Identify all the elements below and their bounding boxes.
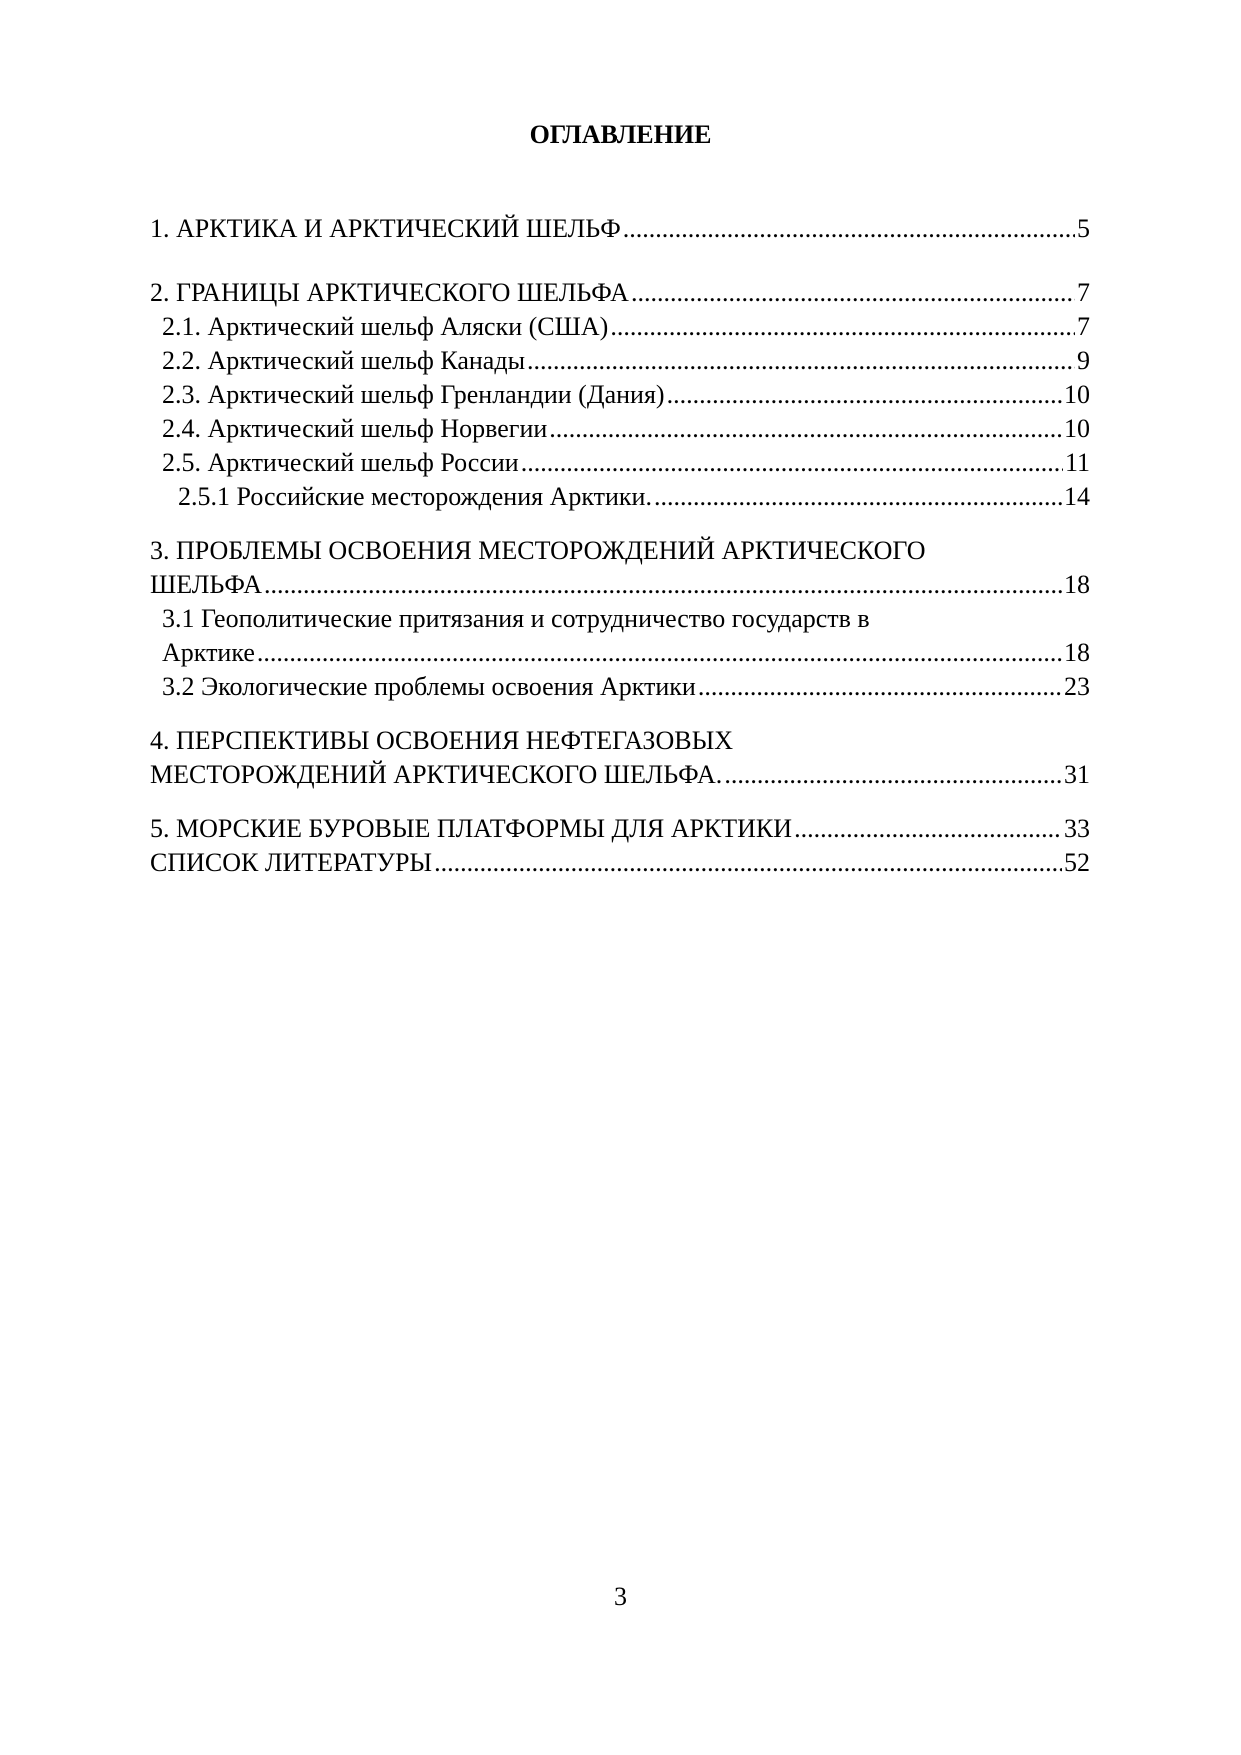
toc-entry-page: 52: [1064, 848, 1090, 877]
toc-entry-text: 2.4. Арктический шельф Норвегии: [162, 414, 548, 443]
toc-entry-3-line1: 3. ПРОБЛЕМЫ ОСВОЕНИЯ МЕСТОРОЖДЕНИЙ АРКТИЧЕСКОГО: [150, 536, 926, 565]
toc-entry-text: 2.5. Арктический шельф России: [162, 448, 519, 477]
toc-entry-page: 33: [1064, 814, 1090, 843]
leader-dots: [527, 344, 1075, 378]
page-number: 3: [614, 1582, 627, 1611]
toc-entry-text: 2. ГРАНИЦЫ АРКТИЧЕСКОГО ШЕЛЬФА: [150, 278, 629, 307]
toc-entry-text: 2.1. Арктический шельф Аляски (США): [162, 312, 609, 341]
toc-entry-text: МЕСТОРОЖДЕНИЙ АРКТИЧЕСКОГО ШЕЛЬФА.: [150, 760, 723, 789]
toc-entry-2-1: [150, 310, 1090, 344]
table-of-contents: [150, 212, 1090, 880]
toc-entry-page: 14: [1064, 482, 1090, 511]
toc-entry-3-2: [150, 670, 1090, 704]
toc-entry-3: [150, 568, 1090, 602]
toc-entry-page: 31: [1064, 760, 1090, 789]
toc-title: ОГЛАВЛЕНИЕ: [529, 120, 712, 149]
leader-dots: [794, 812, 1062, 846]
toc-entry-page: 10: [1064, 380, 1090, 409]
toc-entry-4: [150, 758, 1090, 792]
toc-entry-page: 5: [1077, 214, 1090, 243]
toc-entry-2-4: [150, 412, 1090, 446]
leader-dots: [623, 212, 1075, 246]
toc-entry-page: 7: [1077, 312, 1090, 341]
leader-dots: [610, 310, 1075, 344]
toc-entry-3-1-line1: 3.1 Геополитические притязания и сотрудничество государств в: [162, 604, 870, 633]
toc-entry-1: [150, 212, 1090, 246]
toc-entry-2-3: [150, 378, 1090, 412]
toc-entry-text: 3.2 Экологические проблемы освоения Арктики: [162, 672, 696, 701]
toc-entry-page: 18: [1064, 638, 1090, 667]
leader-dots: [434, 846, 1062, 880]
leader-dots: [667, 378, 1062, 412]
leader-dots: [549, 412, 1062, 446]
toc-entry-text: 1. АРКТИКА И АРКТИЧЕСКИЙ ШЕЛЬФ: [150, 214, 621, 243]
leader-dots: [654, 480, 1062, 514]
toc-entry-text: ШЕЛЬФА: [150, 570, 263, 599]
leader-dots: [264, 568, 1062, 602]
toc-entry-page: 23: [1064, 672, 1090, 701]
toc-entry-3-1: [150, 636, 1090, 670]
toc-entry-5: [150, 812, 1090, 846]
toc-entry-2-2: [150, 344, 1090, 378]
toc-entry-2-5-1: [150, 480, 1090, 514]
toc-entry-page: 7: [1077, 278, 1090, 307]
toc-entry-page: 9: [1077, 346, 1090, 375]
leader-dots: [631, 276, 1075, 310]
toc-entry-text: 2.3. Арктический шельф Гренландии (Дания): [162, 380, 665, 409]
toc-entry-page: 10: [1064, 414, 1090, 443]
leader-dots: [724, 758, 1062, 792]
toc-entry-text: СПИСОК ЛИТЕРАТУРЫ: [150, 848, 433, 877]
toc-entry-2: [150, 276, 1090, 310]
toc-entry-bibliography: [150, 846, 1090, 880]
toc-entry-text: Арктике: [162, 638, 255, 667]
toc-entry-page: 11: [1064, 448, 1090, 477]
toc-entry-4-line1: 4. ПЕРСПЕКТИВЫ ОСВОЕНИЯ НЕФТЕГАЗОВЫХ: [150, 726, 734, 755]
toc-entry-text: 2.5.1 Российские месторождения Арктики.: [178, 482, 652, 511]
toc-entry-page: 18: [1064, 570, 1090, 599]
leader-dots: [521, 446, 1063, 480]
toc-entry-text: 2.2. Арктический шельф Канады: [162, 346, 526, 375]
leader-dots: [257, 636, 1062, 670]
toc-entry-text: 5. МОРСКИЕ БУРОВЫЕ ПЛАТФОРМЫ ДЛЯ АРКТИКИ: [150, 814, 793, 843]
leader-dots: [698, 670, 1062, 704]
toc-entry-2-5: [150, 446, 1090, 480]
